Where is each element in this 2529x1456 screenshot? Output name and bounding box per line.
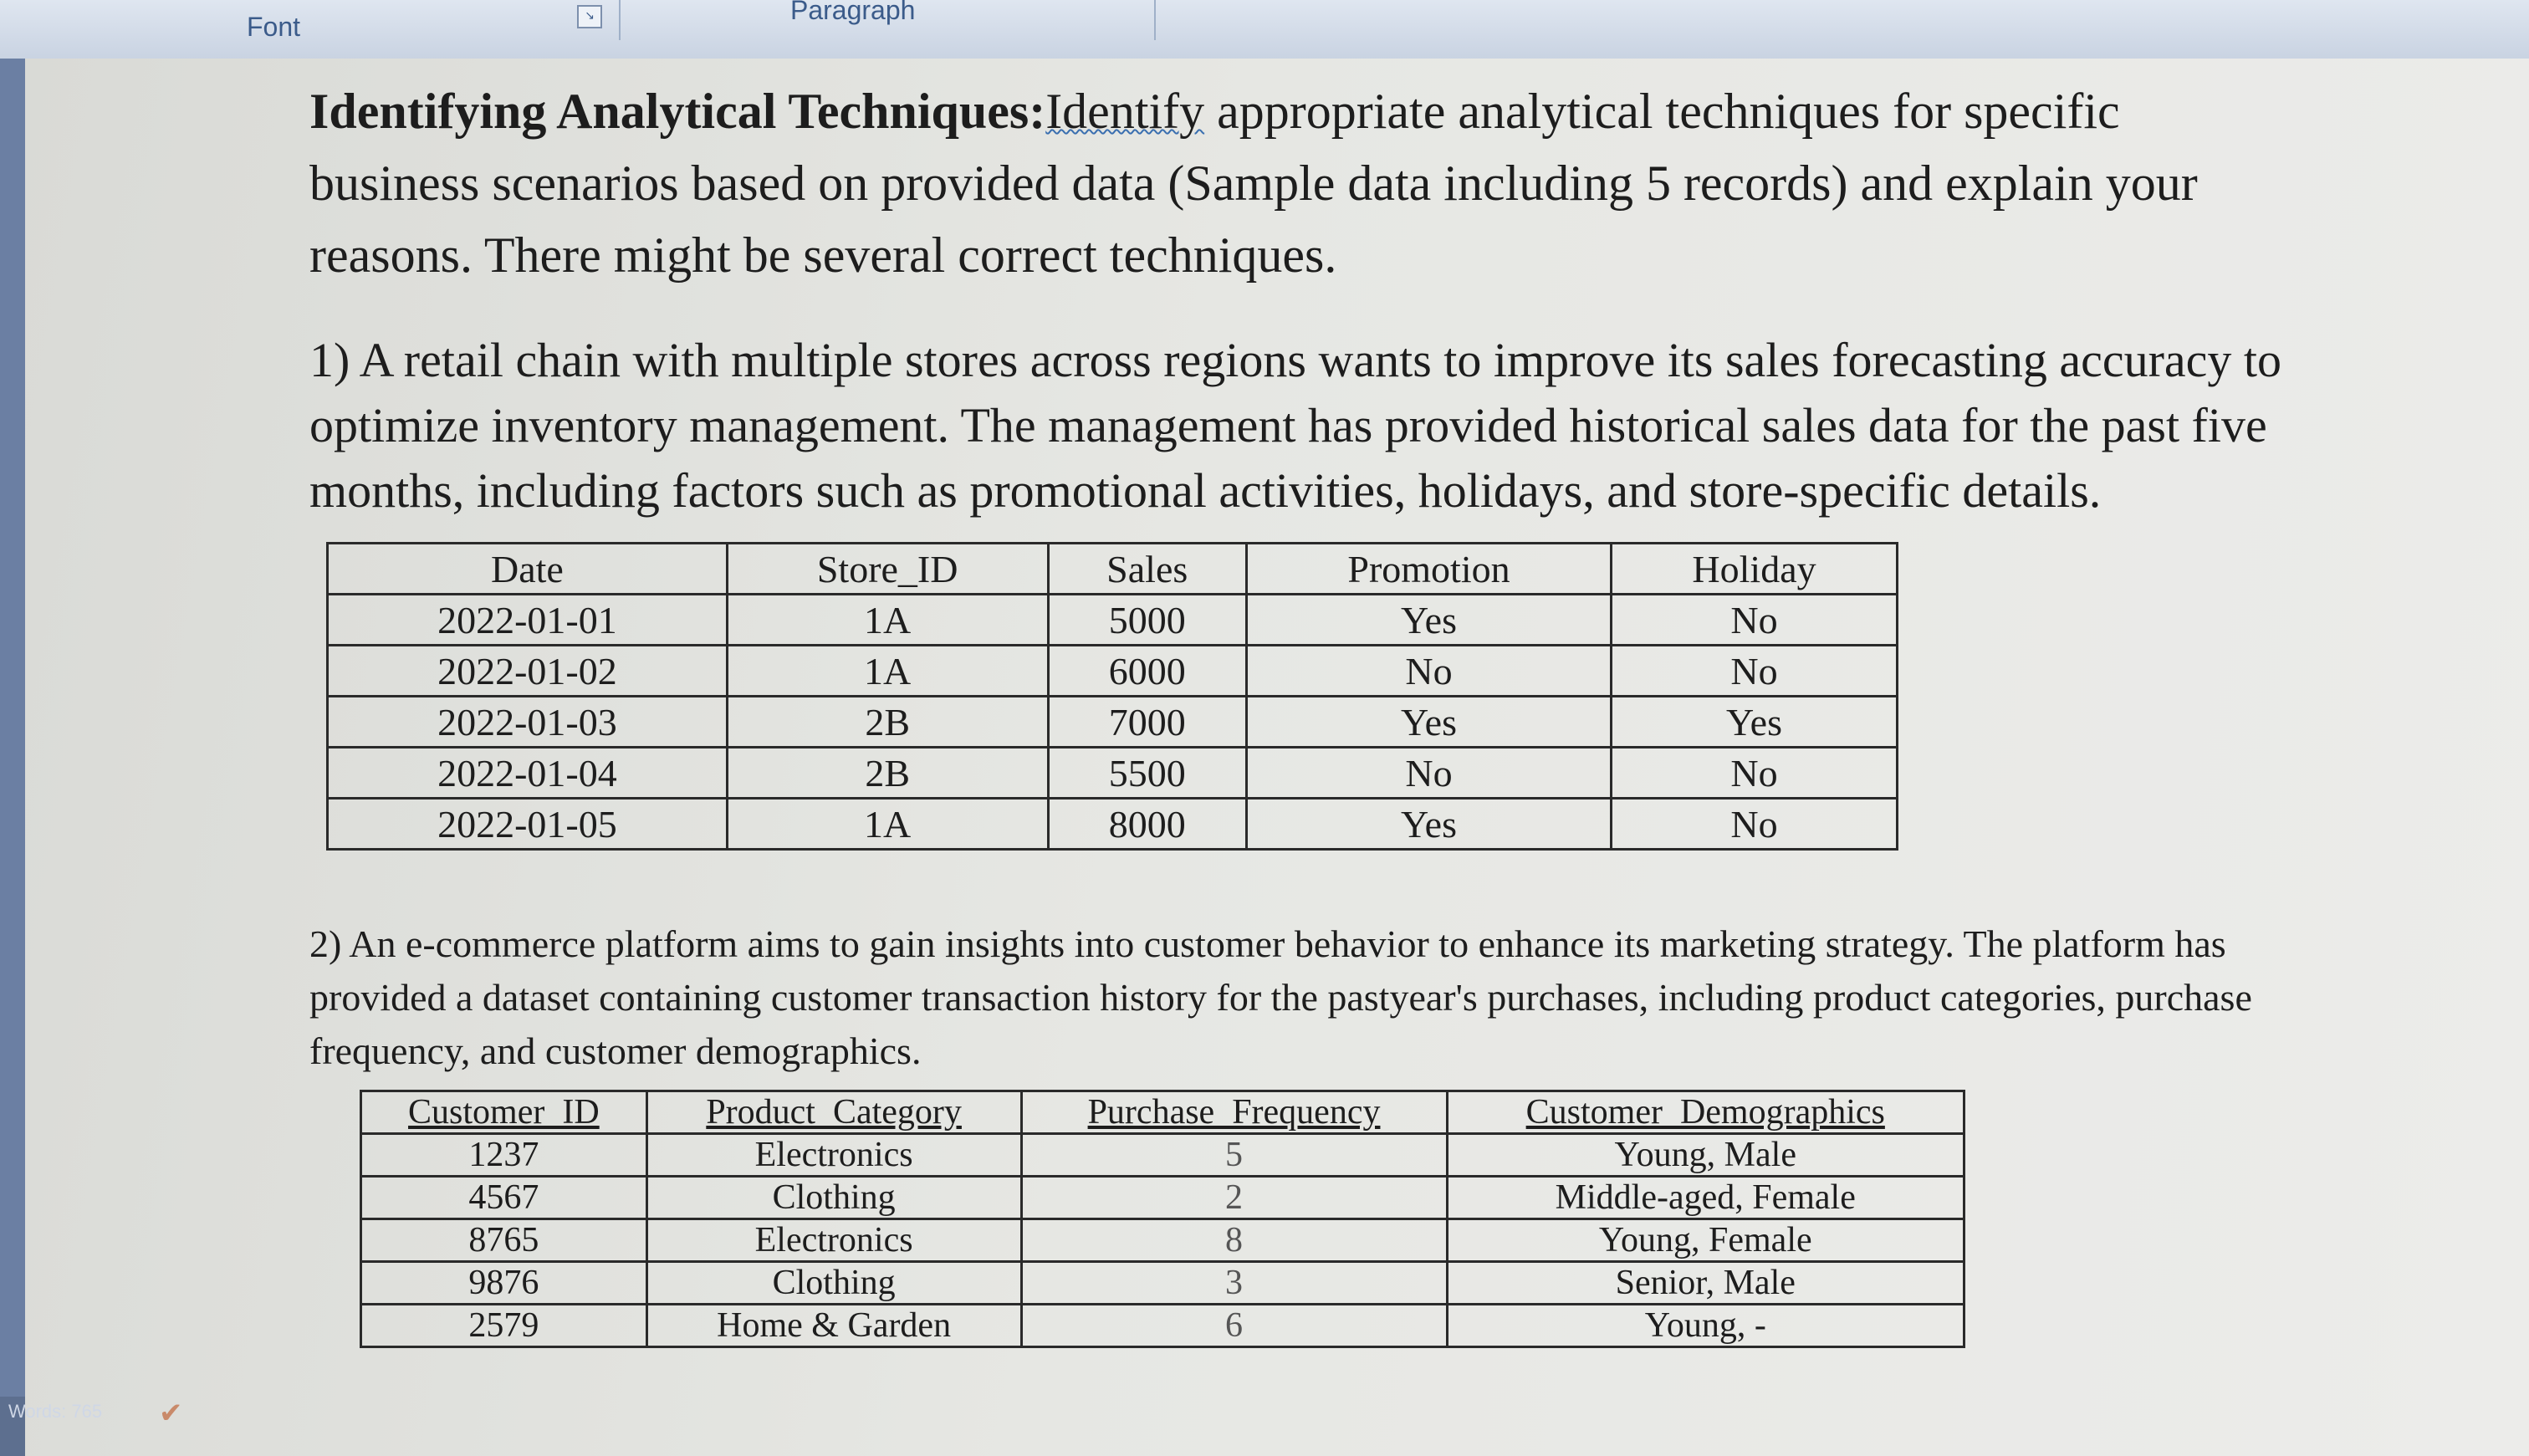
table-cell: Yes — [1246, 799, 1611, 850]
table-cell: 3 — [1021, 1262, 1447, 1305]
table-cell: No — [1612, 595, 1898, 646]
table-cell: 5 — [1021, 1134, 1447, 1177]
intro-underlined-word: Identify — [1045, 84, 1205, 139]
intro-heading: Identifying Analytical Techniques: — [309, 84, 1046, 139]
table-header-cell: Customer_ID — [361, 1091, 647, 1134]
table-cell: 5000 — [1048, 595, 1246, 646]
table-cell: 1A — [727, 799, 1048, 850]
ribbon-separator — [1154, 0, 1156, 40]
table-cell: 6000 — [1048, 646, 1246, 697]
table-cell: Young, Female — [1447, 1219, 1964, 1262]
table-cell: Clothing — [646, 1177, 1021, 1219]
word-count-status[interactable]: Words: 765 — [8, 1401, 103, 1422]
table-row — [361, 1134, 1964, 1177]
table-header-cell: Purchase_Frequency — [1021, 1091, 1447, 1134]
ribbon-separator — [619, 0, 621, 40]
table-cell: Electronics — [646, 1219, 1021, 1262]
left-margin — [0, 59, 25, 1397]
table-cell: Yes — [1246, 697, 1611, 748]
scenario-1-text: 1) A retail chain with multiple stores across regions wants to improve its sales forecasting accuracy to optimize inventory management. The management has provided historical sales data for the past five months, including factors such as promotional activities, holidays, and store-specific details. — [309, 333, 2282, 518]
table-cell: 4567 — [361, 1177, 647, 1219]
table-row — [361, 1262, 1964, 1305]
table-cell: 8765 — [361, 1219, 647, 1262]
table-cell: No — [1612, 748, 1898, 799]
table-cell: 2022-01-01 — [328, 595, 728, 646]
table-cell: 2022-01-04 — [328, 748, 728, 799]
customer-table — [360, 1090, 1965, 1348]
table-row — [328, 595, 1898, 646]
table-cell: 2B — [727, 748, 1048, 799]
paragraph-group-label: Paragraph — [790, 0, 916, 25]
table-cell: Home & Garden — [646, 1305, 1021, 1347]
table-cell: No — [1246, 748, 1611, 799]
table-cell: 2022-01-02 — [328, 646, 728, 697]
table-header-cell: Store_ID — [727, 544, 1048, 595]
table-header-cell: Customer_Demographics — [1447, 1091, 1964, 1134]
table-row — [328, 697, 1898, 748]
table-header-cell: Promotion — [1246, 544, 1611, 595]
document-content — [309, 75, 2300, 1348]
intro-paragraph — [309, 75, 2300, 291]
table-row — [361, 1219, 1964, 1262]
table-cell: Yes — [1612, 697, 1898, 748]
table-cell: Young, Male — [1447, 1134, 1964, 1177]
table-row — [361, 1305, 1964, 1347]
table-cell: 2579 — [361, 1305, 647, 1347]
font-dialog-launcher-icon[interactable]: ↘ — [577, 5, 602, 28]
table-cell: 2B — [727, 697, 1048, 748]
table-cell: 1237 — [361, 1134, 647, 1177]
table-cell: Electronics — [646, 1134, 1021, 1177]
table-cell: 2 — [1021, 1177, 1447, 1219]
table-row — [328, 799, 1898, 850]
table-cell: 1A — [727, 646, 1048, 697]
table-row — [328, 748, 1898, 799]
document-page[interactable] — [25, 59, 2529, 1456]
table-cell: Senior, Male — [1447, 1262, 1964, 1305]
table-cell: Young, - — [1447, 1305, 1964, 1347]
table-header-row — [361, 1091, 1964, 1134]
table-row — [328, 646, 1898, 697]
table-cell: Yes — [1246, 595, 1611, 646]
proofing-icon[interactable]: ✔ — [159, 1397, 183, 1430]
table-cell: 1A — [727, 595, 1048, 646]
table-header-cell: Holiday — [1612, 544, 1898, 595]
scenario-2-text: 2) An e-commerce platform aims to gain insights into customer behavior to enhance its marketing strategy. The platform has provided a dataset containing customer transaction history for the pastyear's purchases, including product categories, purchase frequency, and customer demographics. — [309, 922, 2252, 1072]
table-cell: No — [1612, 799, 1898, 850]
table-cell: No — [1612, 646, 1898, 697]
table-cell: 9876 — [361, 1262, 647, 1305]
font-group-label: Font — [247, 12, 301, 42]
table-header-cell: Sales — [1048, 544, 1246, 595]
ribbon — [0, 0, 2529, 60]
table-cell: 8000 — [1048, 799, 1246, 850]
table-cell: 7000 — [1048, 697, 1246, 748]
table-cell: 2022-01-05 — [328, 799, 728, 850]
table-header-cell: Date — [328, 544, 728, 595]
table-row — [361, 1177, 1964, 1219]
table-cell: 5500 — [1048, 748, 1246, 799]
table-cell: Clothing — [646, 1262, 1021, 1305]
sales-table — [326, 542, 1898, 851]
table-cell: 6 — [1021, 1305, 1447, 1347]
table-cell: Middle-aged, Female — [1447, 1177, 1964, 1219]
table-cell: 2022-01-03 — [328, 697, 728, 748]
table-cell: 8 — [1021, 1219, 1447, 1262]
table-header-row — [328, 544, 1898, 595]
table-header-cell: Product_Category — [646, 1091, 1021, 1134]
table-cell: No — [1246, 646, 1611, 697]
intro-text: appropriate analytical techniques for specific business scenarios based on provided data (Sample data including 5 records) and explain your reasons. There might be several correct techniques. — [309, 84, 2198, 283]
